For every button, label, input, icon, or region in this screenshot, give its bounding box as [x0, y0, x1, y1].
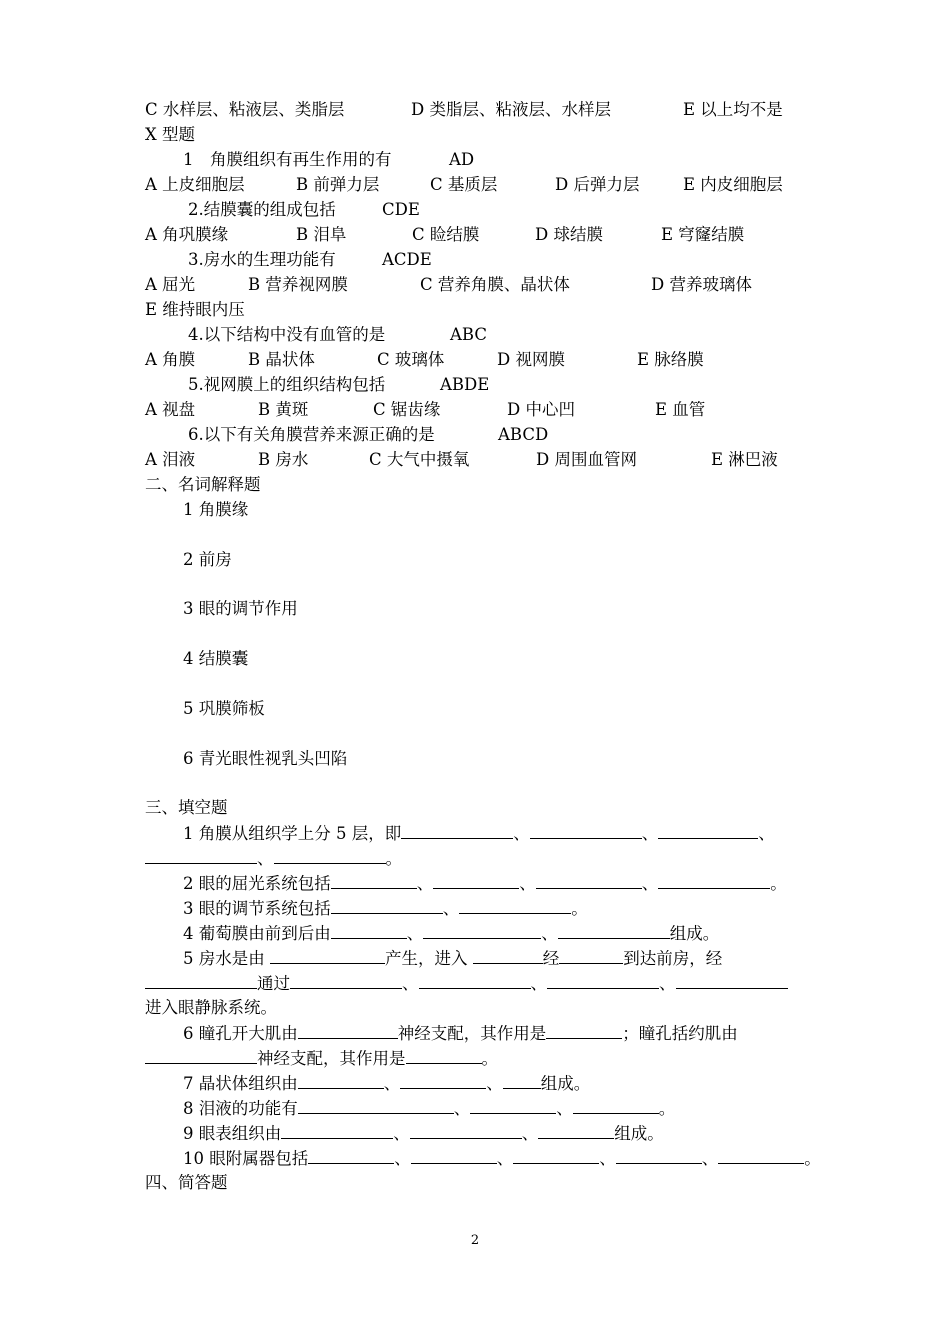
option: A 上皮细胞层	[145, 175, 245, 194]
option: A 角巩膜缘	[145, 225, 229, 244]
fill-question-cont: 进入眼静脉系统。	[145, 998, 277, 1017]
fill-question: 7 晶状体组织由 、 、 组成。	[183, 1074, 591, 1093]
option: E 脉络膜	[637, 350, 704, 369]
option: C 锯齿缘	[373, 400, 441, 419]
option: B 晶状体	[248, 350, 315, 369]
answer-blank[interactable]	[145, 847, 257, 864]
answer-blank[interactable]	[536, 872, 642, 889]
question-text: 3 眼的调节系统包括	[183, 899, 331, 918]
fill-question: 8 泪液的功能有 、 、 。	[183, 1099, 676, 1118]
question-text: 6 瞳孔开大肌由	[183, 1024, 298, 1043]
option: D 后弹力层	[555, 175, 640, 194]
option: C 大气中摄氧	[369, 450, 470, 469]
answer-blank[interactable]	[546, 1022, 622, 1039]
option: C 睑结膜	[412, 225, 480, 244]
page-number: 2	[470, 1233, 480, 1248]
answer-blank[interactable]	[616, 1147, 702, 1164]
answer-blank[interactable]	[274, 847, 386, 864]
answer-blank[interactable]	[145, 1047, 257, 1064]
answer-blank[interactable]	[513, 1147, 599, 1164]
answer-blank[interactable]	[658, 872, 770, 889]
term-item: 4 结膜囊	[183, 649, 249, 668]
answer-blank[interactable]	[559, 947, 623, 964]
answer-key: CDE	[382, 200, 420, 219]
fill-question-cont: 通过 、 、 、	[145, 972, 788, 995]
option: A 泪液	[145, 450, 196, 469]
answer-key: ABCD	[498, 425, 549, 444]
answer-blank[interactable]	[470, 1097, 556, 1114]
question-stem: 4.以下结构中没有血管的是	[188, 325, 386, 344]
option: C 营养角膜、晶状体	[420, 275, 570, 294]
question-text: 8 泪液的功能有	[183, 1099, 298, 1118]
option: D 视网膜	[497, 350, 565, 369]
question-text: 7 晶状体组织由	[183, 1074, 298, 1093]
fill-question: 10 眼附属器包括 、 、 、 、 。	[183, 1149, 821, 1168]
fill-question: 2 眼的屈光系统包括 、 、 、 。	[183, 874, 787, 893]
question-stem: 5.视网膜上的组织结构包括	[188, 375, 386, 394]
term-item: 2 前房	[183, 550, 232, 569]
answer-key: ABC	[450, 325, 487, 344]
option: B 营养视网膜	[248, 275, 348, 294]
answer-blank[interactable]	[538, 1122, 614, 1139]
term-item: 3 眼的调节作用	[183, 599, 298, 618]
option: D 球结膜	[535, 225, 603, 244]
fill-question-cont: 、 。	[145, 847, 402, 870]
answer-blank[interactable]	[503, 1072, 541, 1089]
option: D 中心凹	[507, 400, 575, 419]
answer-blank[interactable]	[473, 947, 543, 964]
option: E 淋巴液	[711, 450, 778, 469]
answer-blank[interactable]	[400, 1072, 486, 1089]
option-c: C 水样层、粘液层、类脂层	[145, 100, 345, 119]
answer-blank[interactable]	[308, 1147, 394, 1164]
fill-question: 1 角膜从组织学上分 5 层，即 、 、 、	[183, 824, 775, 843]
question-text: 9 眼表组织由	[183, 1124, 282, 1143]
term-item: 5 巩膜筛板	[183, 699, 265, 718]
answer-blank[interactable]	[298, 1072, 384, 1089]
answer-blank[interactable]	[433, 872, 519, 889]
option: C 基质层	[430, 175, 498, 194]
question-stem: 2.结膜囊的组成包括	[188, 200, 336, 219]
option: B 黄斑	[258, 400, 309, 419]
answer-blank[interactable]	[423, 922, 541, 939]
option: A 角膜	[145, 350, 196, 369]
answer-blank[interactable]	[270, 947, 385, 964]
section-title: 二、名词解释题	[145, 475, 261, 494]
answer-blank[interactable]	[331, 922, 407, 939]
answer-blank[interactable]	[281, 1122, 393, 1139]
fill-question: 6 瞳孔开大肌由 神经支配，其作用是 ；瞳孔括约肌由	[183, 1024, 738, 1043]
answer-blank[interactable]	[558, 922, 670, 939]
question-text: 5 房水是由	[183, 949, 265, 968]
answer-key: AD	[449, 150, 475, 169]
answer-blank[interactable]	[410, 1122, 522, 1139]
fill-question: 5 房水是由 产生，进入 经 到达前房，经	[183, 949, 723, 968]
option: A 视盘	[145, 400, 196, 419]
term-item: 1 角膜缘	[183, 500, 249, 519]
option: D 周围血管网	[536, 450, 637, 469]
answer-blank[interactable]	[676, 972, 788, 989]
option: C 玻璃体	[377, 350, 445, 369]
answer-blank[interactable]	[573, 1097, 659, 1114]
answer-blank[interactable]	[459, 897, 571, 914]
question-text: 2 眼的屈光系统包括	[183, 874, 331, 893]
answer-blank[interactable]	[658, 822, 758, 839]
answer-blank[interactable]	[331, 872, 417, 889]
option-e: E 以上均不是	[683, 100, 783, 119]
answer-blank[interactable]	[145, 972, 257, 989]
question-text: 10 眼附属器包括	[183, 1149, 309, 1168]
option: D 营养玻璃体	[651, 275, 752, 294]
option: A 屈光	[145, 275, 196, 294]
fill-question: 4 葡萄膜由前到后由 、 、 组成。	[183, 924, 720, 943]
answer-blank[interactable]	[547, 972, 659, 989]
fill-question: 9 眼表组织由 、 、 组成。	[183, 1124, 664, 1143]
question-stem: 3.房水的生理功能有	[188, 250, 336, 269]
term-item: 6 青光眼性视乳头凹陷	[183, 749, 348, 768]
section-title: 三、填空题	[145, 798, 228, 817]
option: B 前弹力层	[296, 175, 380, 194]
section-title: 四、简答题	[145, 1173, 228, 1192]
question-stem: 6.以下有关角膜营养来源正确的是	[188, 425, 435, 444]
answer-blank[interactable]	[298, 1022, 398, 1039]
option: B 房水	[258, 450, 309, 469]
option: E 维持眼内压	[145, 300, 245, 319]
answer-blank[interactable]	[530, 822, 642, 839]
option: E 内皮细胞层	[683, 175, 783, 194]
answer-blank[interactable]	[331, 897, 443, 914]
answer-key: ABDE	[440, 375, 490, 394]
option: E 穹窿结膜	[661, 225, 745, 244]
section-heading-x: X 型题	[145, 125, 195, 144]
question-stem: 1 角膜组织有再生作用的有	[183, 150, 392, 169]
answer-blank[interactable]	[298, 1097, 454, 1114]
answer-blank[interactable]	[419, 972, 531, 989]
fill-question: 3 眼的调节系统包括 、 。	[183, 899, 588, 918]
answer-blank[interactable]	[411, 1147, 497, 1164]
answer-key: ACDE	[382, 250, 432, 269]
question-text: 1 角膜从组织学上分 5 层，即	[183, 824, 402, 843]
answer-blank[interactable]	[290, 972, 402, 989]
option-d: D 类脂层、粘液层、水样层	[411, 100, 611, 119]
fill-question-cont: 神经支配，其作用是 。	[145, 1047, 498, 1070]
option: B 泪阜	[296, 225, 347, 244]
option: E 血管	[655, 400, 706, 419]
answer-blank[interactable]	[401, 822, 513, 839]
answer-blank[interactable]	[406, 1047, 482, 1064]
question-text: 4 葡萄膜由前到后由	[183, 924, 331, 943]
answer-blank[interactable]	[718, 1147, 804, 1164]
